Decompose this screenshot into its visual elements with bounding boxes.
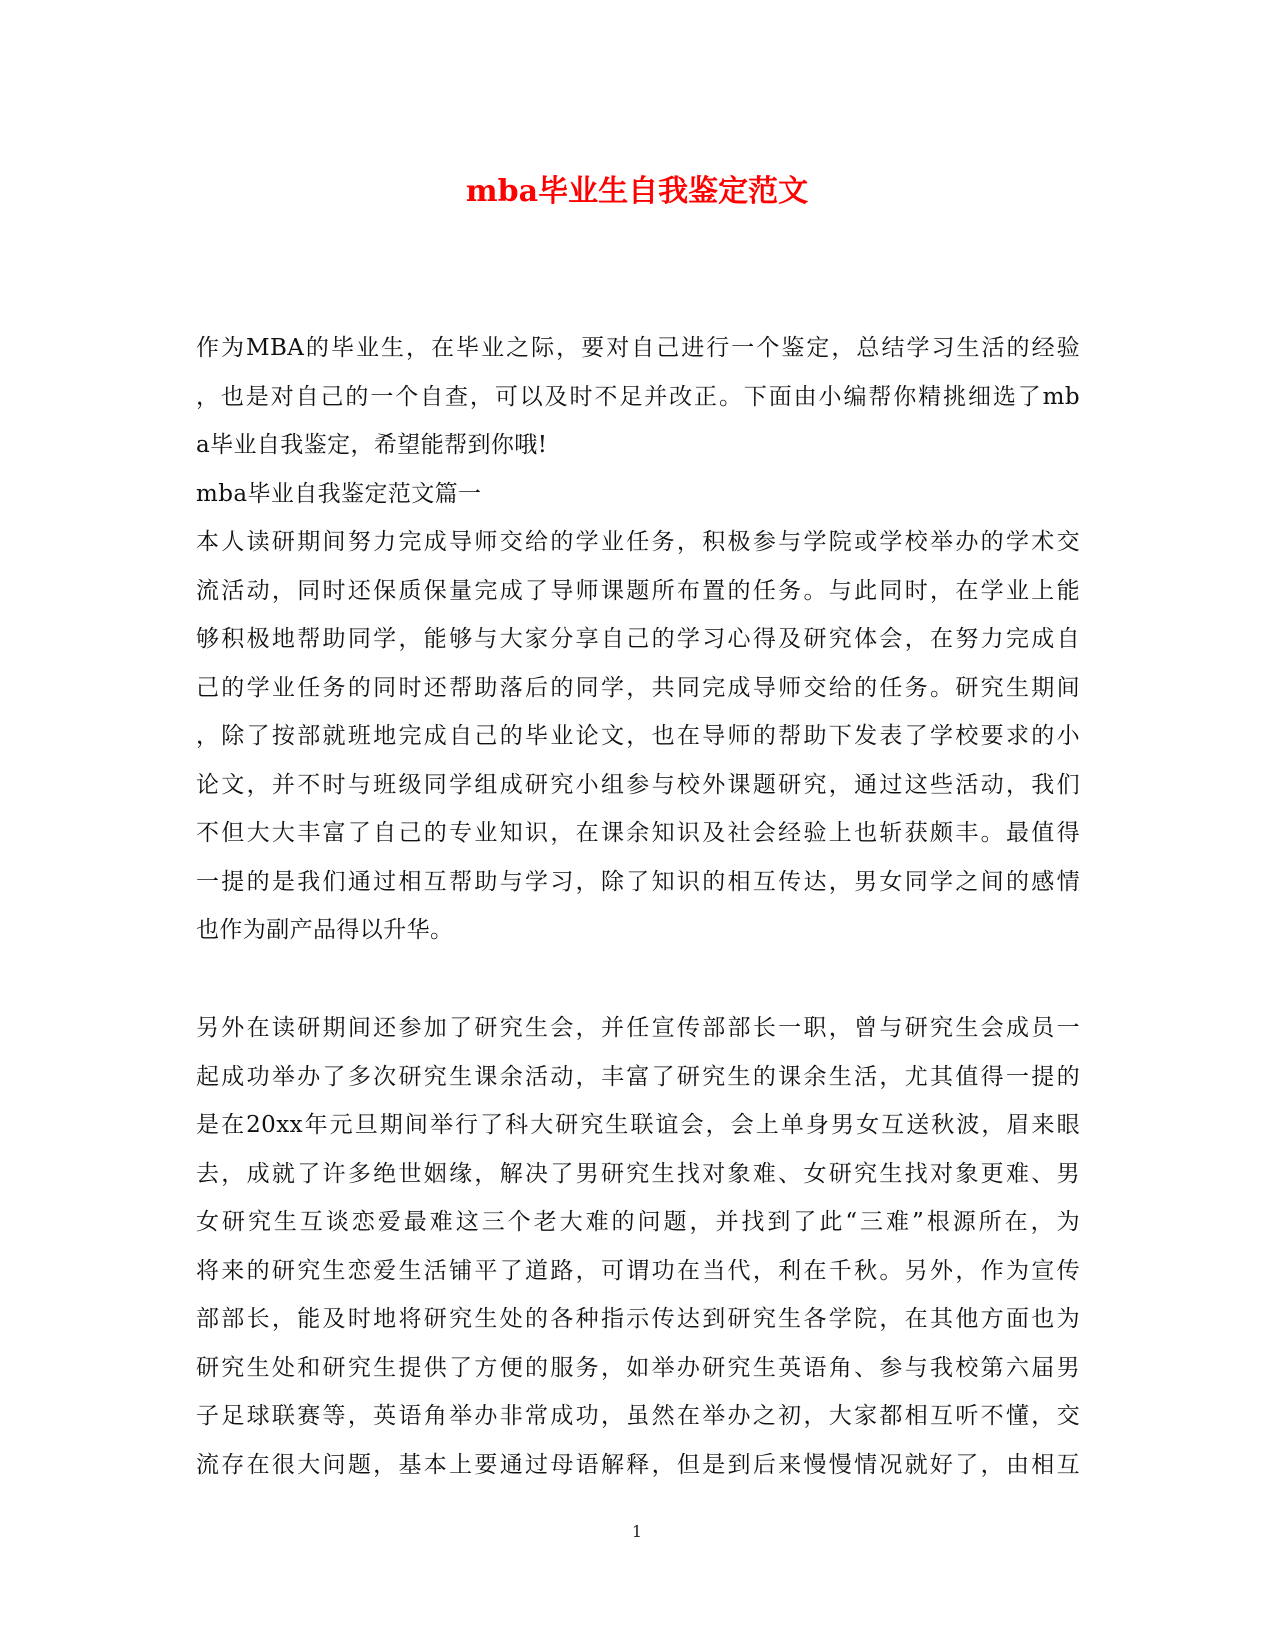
text-line: a毕业自我鉴定，希望能帮到你哦! — [196, 432, 548, 458]
text-line: 流存在很大问题，基本上要通过母语解释，但是到后来慢慢情况就好了，由相互 — [196, 1451, 1080, 1478]
text-line: 够积极地帮助同学，能够与大家分享自己的学习心得及研究体会，在努力完成自 — [196, 626, 1080, 652]
text-line: 去，成就了许多绝世姻缘，解决了男研究生找对象难、女研究生找对象更难、男 — [196, 1160, 1080, 1187]
text-line: 起成功举办了多次研究生课余活动，丰富了研究生的课余生活，尤其值得一提的 — [196, 1063, 1080, 1090]
text-line: 另外在读研期间还参加了研究生会，并任宣传部部长一职，曾与研究生会成员一 — [196, 1015, 1080, 1041]
text-line: 研究生处和研究生提供了方便的服务，如举办研究生英语角、参与我校第六届男 — [196, 1354, 1080, 1381]
paragraph-block-1 — [196, 324, 1080, 955]
text-line: 作为MBA的毕业生，在毕业之际，要对自己进行一个鉴定，总结学习生活的经验 — [196, 335, 1080, 361]
section-heading: mba毕业自我鉴定范文篇一 — [196, 480, 482, 507]
page-number: 1 — [631, 1522, 643, 1541]
document-title: mba毕业生自我鉴定范文 — [465, 174, 809, 209]
text-line: 己的学业任务的同时还帮助落后的同学，共同完成导师交给的任务。研究生期间 — [196, 674, 1080, 701]
text-line: ，也是对自己的一个自查，可以及时不足并改正。下面由小编帮你精挑细选了mb — [196, 383, 1080, 410]
text-line: 子足球联赛等，英语角举办非常成功，虽然在举办之初，大家都相互听不懂，交 — [196, 1403, 1080, 1429]
text-line: ，除了按部就班地完成自己的毕业论文，也在导师的帮助下发表了学校要求的小 — [196, 723, 1080, 749]
text-line: 将来的研究生恋爱生活铺平了道路，可谓功在当代，利在千秋。另外，作为宣传 — [196, 1257, 1080, 1284]
text-line: 论文，并不时与班级同学组成研究小组参与校外课题研究，通过这些活动，我们 — [196, 771, 1080, 798]
text-line: 是在20xx年元旦期间举行了科大研究生联谊会，会上单身男女互送秋波，眉来眼 — [196, 1112, 1080, 1138]
text-line: 本人读研期间努力完成导师交给的学业任务，积极参与学院或学校举办的学术交 — [196, 529, 1080, 555]
text-line: 不但大大丰富了自己的专业知识，在课余知识及社会经验上也斩获颇丰。最值得 — [196, 820, 1080, 846]
text-line: 一提的是我们通过相互帮助与学习，除了知识的相互传达，男女同学之间的感情 — [196, 868, 1080, 895]
text-line: 女研究生互谈恋爱最难这三个老大难的问题，并找到了此“三难”根源所在，为 — [196, 1209, 1080, 1235]
text-line: 也作为副产品得以升华。 — [196, 917, 454, 943]
paragraph-block-2 — [196, 1004, 1080, 1489]
text-line: 流活动，同时还保质保量完成了导师课题所布置的任务。与此同时，在学业上能 — [196, 577, 1080, 604]
text-line: 部部长，能及时地将研究生处的各种指示传达到研究生各学院，在其他方面也为 — [196, 1306, 1080, 1332]
